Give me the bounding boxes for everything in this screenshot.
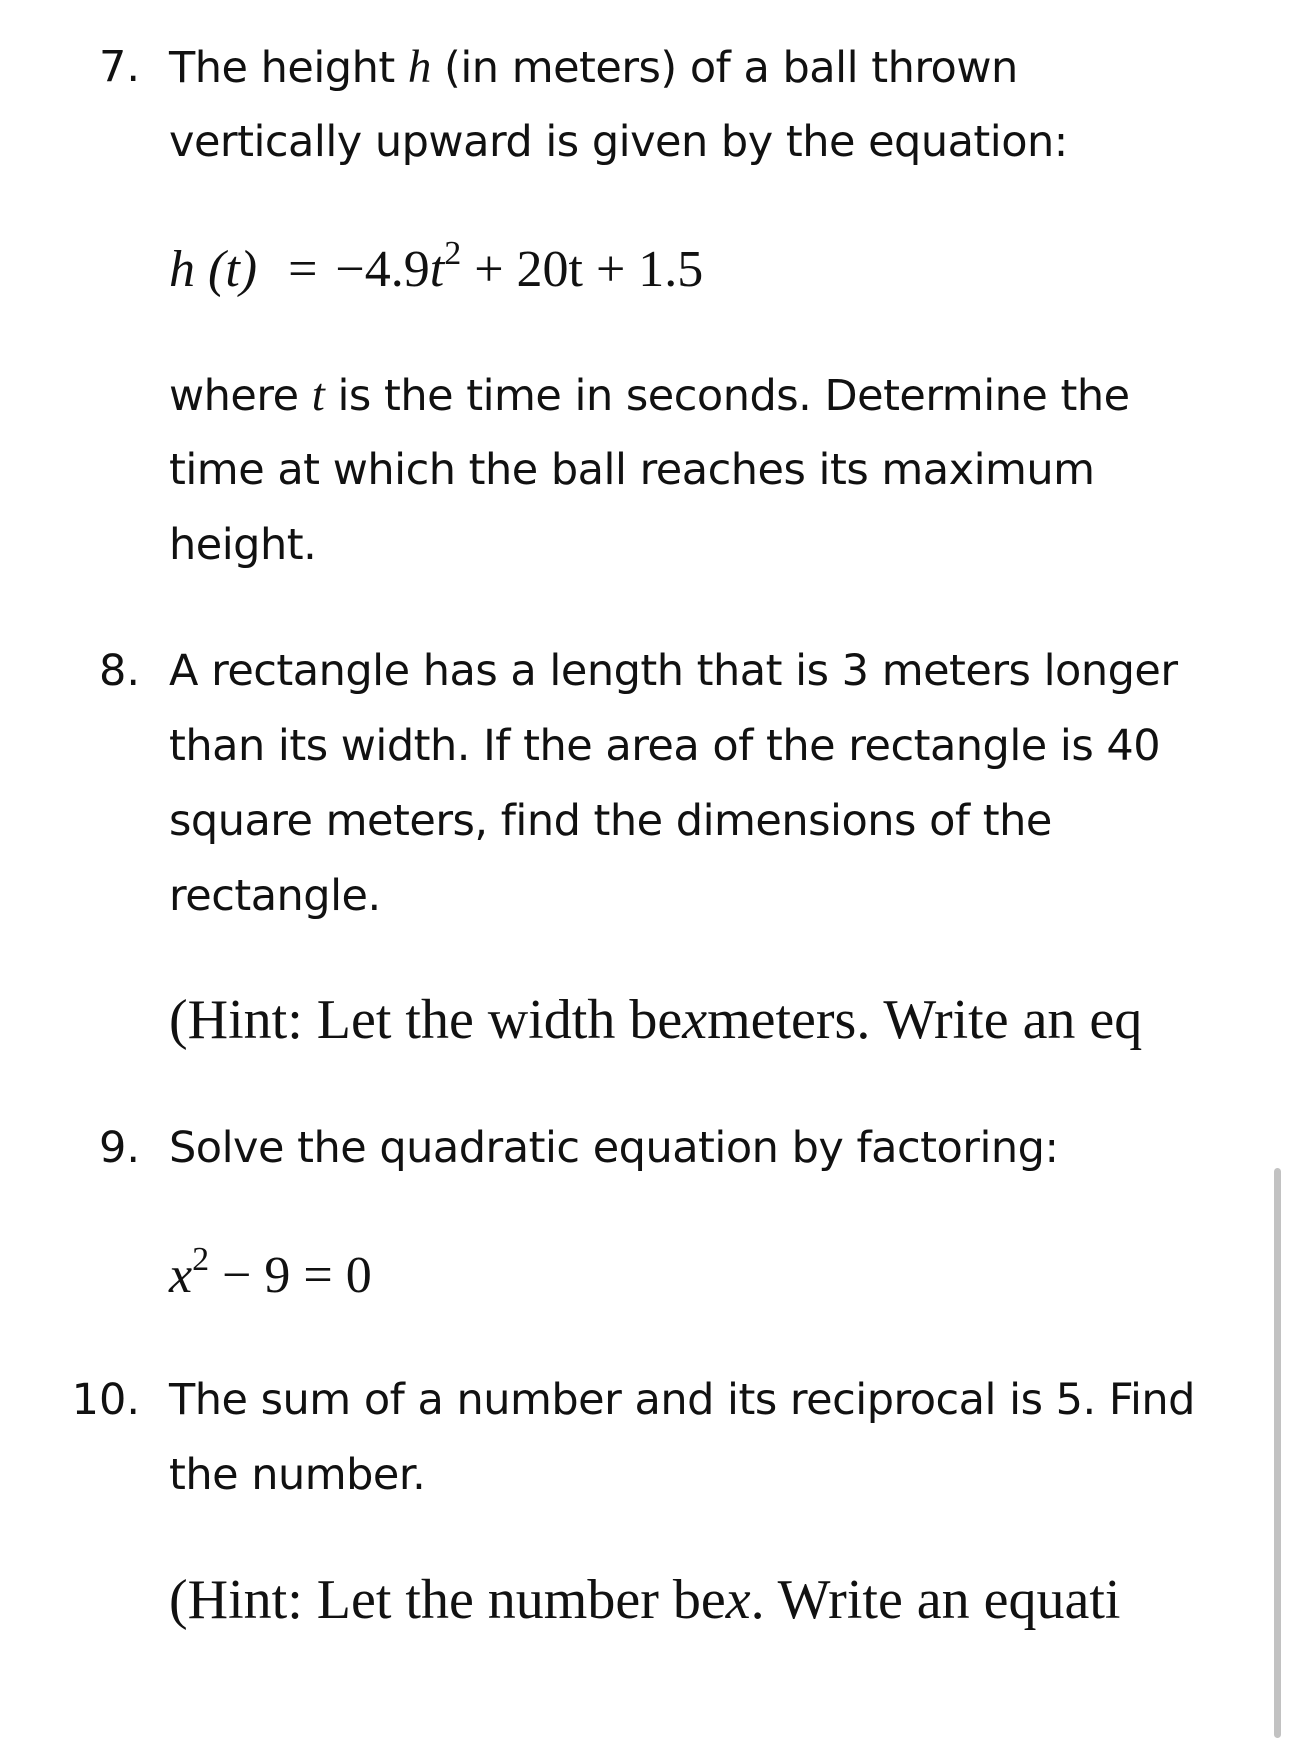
question-text-line: the number. [169,1450,426,1500]
question-text-line: The height h (in meters) of a ball thrown [169,41,1018,93]
question-text-line: The sum of a number and its reciprocal is 5. Find [169,1375,1195,1425]
question-text-line: time at which the ball reaches its maximum [169,445,1095,495]
question-number: 7. [98,42,140,92]
question-number: 9. [98,1123,140,1173]
question-text-line: rectangle. [169,871,381,921]
question-text-line: vertically upward is given by the equation: [169,117,1068,167]
question-number: 10. [71,1375,140,1425]
question-text-line: square meters, find the dimensions of the [169,796,1052,846]
equation-height: h $(t) = -4.9t^2 + 20t + 1.5$ [169,234,704,298]
question-text-line: where t is the time in seconds. Determine the [169,369,1130,421]
hint-number: (Hint: Let the number bex. Write an equati [169,1569,1121,1631]
question-text-line: height. [169,520,317,570]
equation-quadratic: $x^2 - 9 = 0$ [169,1240,372,1304]
hint-width: (Hint: Let the width bexmeters. Write an eq [169,989,1143,1051]
vertical-scrollbar[interactable] [1274,1168,1281,1738]
question-text-line: A rectangle has a length that is 3 meters longer [169,646,1178,696]
question-text-line: than its width. If the area of the rectangle is 40 [169,721,1161,771]
question-number: 8. [98,646,140,696]
question-text-line: Solve the quadratic equation by factoring: [169,1123,1059,1173]
